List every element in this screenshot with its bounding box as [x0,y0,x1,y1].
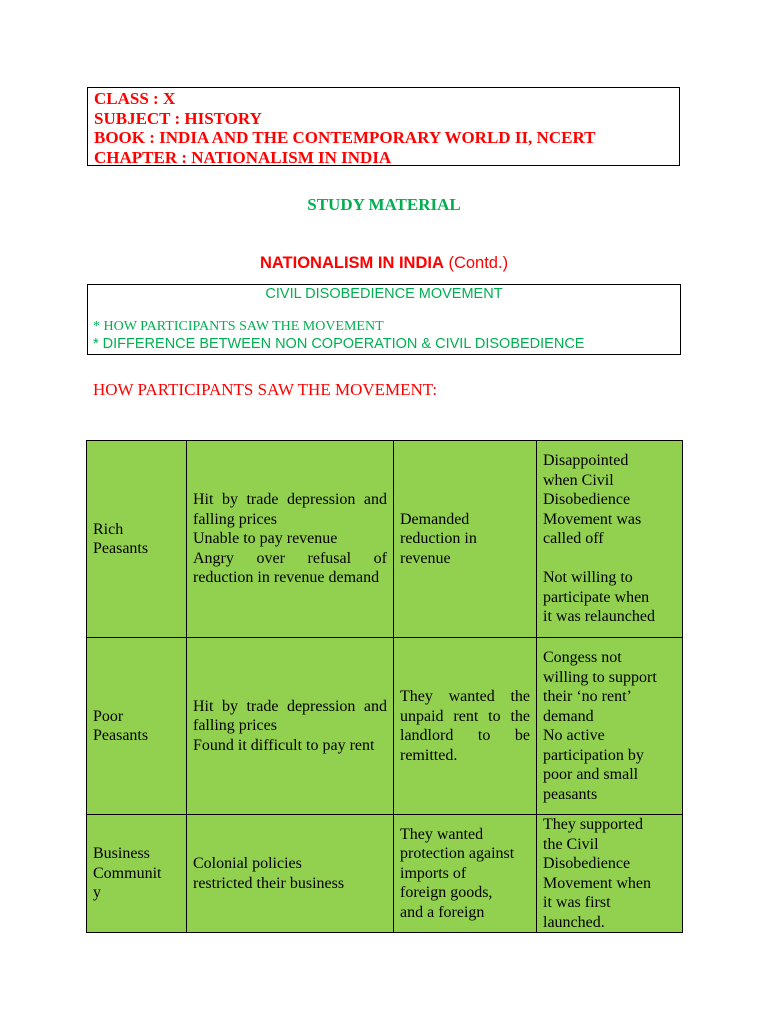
book-line: BOOK : INDIA AND THE CONTEMPORARY WORLD II, NCERT [94,128,596,147]
topics-title: CIVIL DISOBEDIENCE MOVEMENT [265,286,503,302]
document-header-box [87,87,680,166]
problems-cell: Colonial policies restricted their business [187,815,394,933]
response-cell: Disappointed when Civil Disobedience Movement was called off Not willing to participate when it was relaunched [537,441,683,638]
topic-item-participants: * HOW PARTICIPANTS SAW THE MOVEMENT [93,319,384,334]
class-line: CLASS : X [94,89,176,108]
demands-cell: They wanted protection against imports of foreign goods, and a foreign [394,815,537,933]
chapter-line: CHAPTER : NATIONALISM IN INDIA [94,147,392,167]
participants-table [86,440,683,933]
demands-cell: They wanted the unpaid rent to the landlord to be remitted. [394,638,537,815]
chapter-heading [0,254,768,273]
chapter-heading-contd: (Contd.) [443,254,509,272]
group-cell: Rich Peasants [87,441,187,638]
chapter-heading-bold: NATIONALISM IN INDIA [259,254,444,272]
demands-cell: Demanded reduction in revenue [394,441,537,638]
section-title: HOW PARTICIPANTS SAW THE MOVEMENT: [93,380,438,399]
table-row [87,815,683,933]
topic-item-difference: * DIFFERENCE BETWEEN NON COPOERATION & CIVIL DISOBEDIENCE [93,336,585,352]
response-cell: They supported the Civil Disobedience Movement when it was first launched. [537,815,683,933]
group-cell: Poor Peasants [87,638,187,815]
table-row [87,441,683,638]
response-cell: Congess not willing to support their ‘no rent’ demand No active participation by poor and small peasants [537,638,683,815]
topics-box [87,284,681,355]
problems-cell: Hit by trade depression and falling prices Found it difficult to pay rent [187,638,394,815]
group-cell: Business Communit y [87,815,187,933]
subject-line: SUBJECT : HISTORY [94,108,262,128]
study-material-title: STUDY MATERIAL [307,195,461,214]
problems-cell: Hit by trade depression and falling prices Unable to pay revenue Angry over refusal of reduction in revenue demand [187,441,394,638]
table-row [87,638,683,815]
